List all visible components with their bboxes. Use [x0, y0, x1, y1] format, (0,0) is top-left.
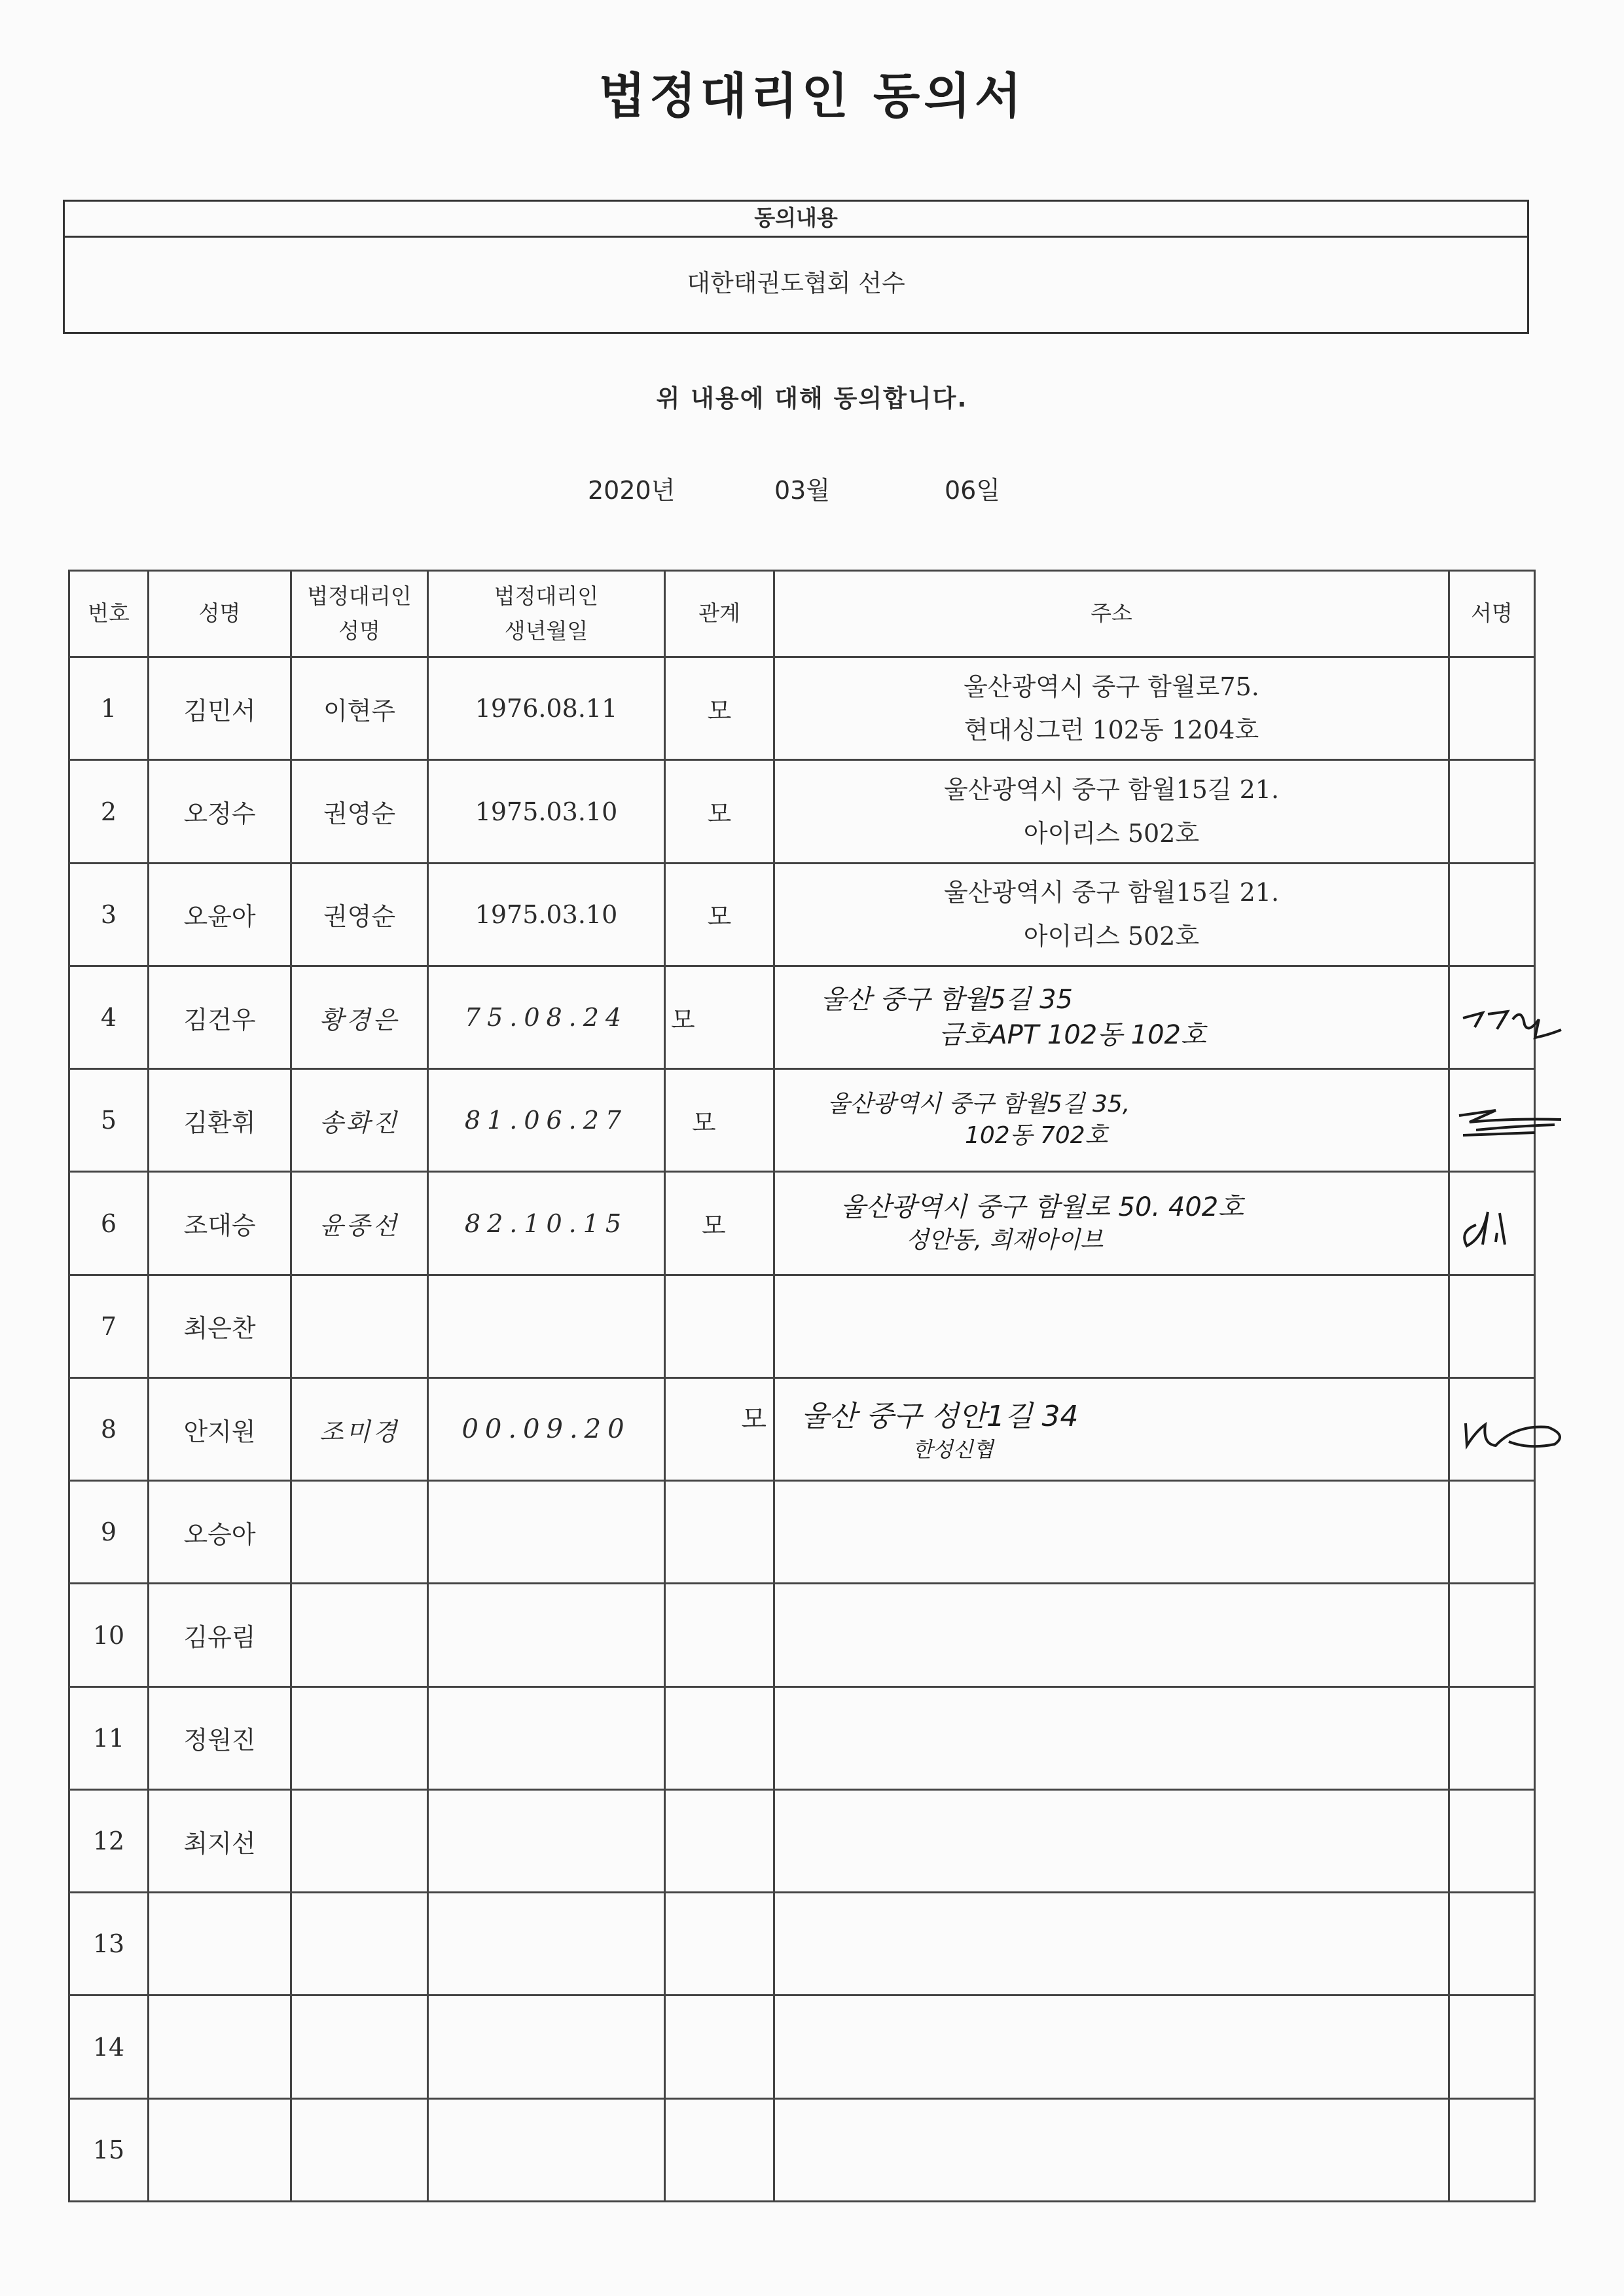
- address-line2: 성안동, 희재아이브: [906, 1227, 1104, 1254]
- consent-content: 대한태권도협회 선수: [687, 269, 905, 297]
- cell-name: 오승아: [149, 1481, 291, 1584]
- cell-birth: [428, 1789, 665, 1892]
- cell-guardian: [291, 1789, 428, 1892]
- cell-guardian: [291, 1995, 428, 2098]
- table-row: [69, 1172, 1535, 1275]
- header-relation: 관계: [665, 571, 774, 657]
- cell-relation: [665, 1893, 774, 1995]
- date-month: 03월: [774, 476, 831, 505]
- cell-address: [774, 657, 1449, 760]
- cell-signature: [1449, 1069, 1535, 1172]
- cell-name: 안지원: [149, 1377, 291, 1480]
- cell-name: 조대승: [149, 1172, 291, 1275]
- table-row: [69, 1481, 1535, 1584]
- page-title: 법정대리인 동의서: [598, 68, 1026, 124]
- address-line2: 아이리스 502호: [1023, 818, 1200, 848]
- cell-relation: [665, 1789, 774, 1892]
- cell-guardian-handwritten: 황경은: [291, 966, 428, 1068]
- cell-signature: [1449, 1275, 1535, 1377]
- address-line1: 울산광역시 중구 함월로 50. 402호: [840, 1192, 1244, 1223]
- cell-relation-handwritten: 모: [665, 966, 774, 1068]
- cell-no: 2: [69, 760, 149, 863]
- cell-signature: [1449, 1789, 1535, 1892]
- consent-box: [63, 200, 1529, 334]
- table-row: [69, 1584, 1535, 1686]
- cell-no: 15: [69, 2098, 149, 2201]
- signature-mark: [1456, 1405, 1568, 1457]
- cell-address: [774, 2098, 1449, 2201]
- cell-no: 10: [69, 1584, 149, 1686]
- cell-signature: [1449, 863, 1535, 966]
- header-guardian-name-line2: 성명: [338, 617, 380, 644]
- cell-signature: [1449, 2098, 1535, 2201]
- address-line1: 울산 중구 성안1길 34: [801, 1399, 1079, 1433]
- header-signature: 서명: [1449, 571, 1535, 657]
- cell-signature: [1449, 1995, 1535, 2098]
- cell-address: [774, 1275, 1449, 1377]
- guardian-consent-table: [68, 570, 1536, 2202]
- cell-signature: [1449, 657, 1535, 760]
- signature-mark: [1456, 1199, 1568, 1251]
- cell-no: 7: [69, 1275, 149, 1377]
- cell-guardian: 권영순: [291, 863, 428, 966]
- cell-guardian: 권영순: [291, 760, 428, 863]
- cell-relation: 모: [665, 863, 774, 966]
- cell-relation: [665, 1686, 774, 1789]
- address-line2: 금호APT 102동 102호: [939, 1020, 1206, 1051]
- cell-birth: [428, 1584, 665, 1686]
- cell-signature: [1449, 966, 1535, 1068]
- date-year: 2020년: [588, 476, 676, 505]
- cell-signature: [1449, 1481, 1535, 1584]
- cell-birth: [428, 1893, 665, 1995]
- cell-signature: [1449, 1172, 1535, 1275]
- cell-birth: 1975.03.10: [428, 760, 665, 863]
- cell-birth: 1975.03.10: [428, 863, 665, 966]
- table-row: [69, 1789, 1535, 1892]
- cell-name: 최지선: [149, 1789, 291, 1892]
- address-line1: 울산광역시 중구 함월로75.: [964, 672, 1259, 701]
- cell-signature: [1449, 1893, 1535, 1995]
- header-address: 주소: [774, 571, 1449, 657]
- table-row: [69, 863, 1535, 966]
- cell-no: 1: [69, 657, 149, 760]
- cell-relation-handwritten: 모: [665, 1172, 774, 1275]
- address-line2: 102동 702호: [965, 1122, 1108, 1150]
- cell-address: [774, 1584, 1449, 1686]
- cell-address: [774, 863, 1449, 966]
- address-line1: 울산 중구 함월5길 35: [821, 985, 1073, 1015]
- cell-signature: [1449, 1686, 1535, 1789]
- cell-relation: [665, 2098, 774, 2201]
- cell-no: 8: [69, 1377, 149, 1480]
- address-line2: 아이리스 502호: [1023, 921, 1200, 951]
- header-name: 성명: [149, 571, 291, 657]
- table-row: [69, 1686, 1535, 1789]
- consent-heading: 동의내용: [65, 202, 1527, 238]
- cell-birth-handwritten: 00.09.20: [428, 1377, 665, 1480]
- table-header-row: [69, 571, 1535, 657]
- cell-guardian: [291, 1686, 428, 1789]
- cell-name: 김환휘: [149, 1069, 291, 1172]
- table-row: [69, 1995, 1535, 2098]
- cell-no: 6: [69, 1172, 149, 1275]
- signature-mark: [1456, 1096, 1568, 1148]
- cell-birth: [428, 1481, 665, 1584]
- cell-birth: [428, 1686, 665, 1789]
- table-row: [69, 966, 1535, 1068]
- cell-birth-handwritten: 75.08.24: [428, 966, 665, 1068]
- cell-relation: 모: [665, 760, 774, 863]
- address-line1: 울산광역시 중구 함월15길 21.: [943, 775, 1280, 805]
- cell-guardian: 이현주: [291, 657, 428, 760]
- cell-address: [774, 1481, 1449, 1584]
- address-line1: 울산광역시 중구 함월15길 21.: [943, 878, 1280, 907]
- cell-guardian: [291, 1275, 428, 1377]
- cell-signature: [1449, 1584, 1535, 1686]
- header-guardian-name-line1: 법정대리인: [307, 583, 412, 609]
- cell-relation-handwritten: 모: [665, 1069, 774, 1172]
- cell-name: 오정수: [149, 760, 291, 863]
- signature-mark: [1456, 993, 1568, 1046]
- cell-no: 13: [69, 1893, 149, 1995]
- cell-guardian: [291, 2098, 428, 2201]
- cell-name: [149, 1893, 291, 1995]
- cell-birth-handwritten: 81.06.27: [428, 1069, 665, 1172]
- cell-address: [774, 1893, 1449, 1995]
- cell-guardian-handwritten: 윤종선: [291, 1172, 428, 1275]
- cell-relation: 모: [665, 657, 774, 760]
- table-row: [69, 657, 1535, 760]
- cell-name: 정원진: [149, 1686, 291, 1789]
- cell-address-handwritten: [774, 966, 1449, 1068]
- cell-guardian: [291, 1584, 428, 1686]
- cell-signature: [1449, 1377, 1535, 1480]
- cell-no: 14: [69, 1995, 149, 2098]
- cell-name: 김유림: [149, 1584, 291, 1686]
- date-day: 06일: [945, 476, 1001, 505]
- cell-name: 오윤아: [149, 863, 291, 966]
- address-line2: 현대싱그런 102동 1204호: [964, 716, 1259, 745]
- table-row: [69, 760, 1535, 863]
- cell-no: 11: [69, 1686, 149, 1789]
- cell-relation-handwritten: 모: [665, 1377, 774, 1480]
- cell-address: [774, 1686, 1449, 1789]
- cell-guardian: [291, 1893, 428, 1995]
- cell-name: [149, 1995, 291, 2098]
- agree-statement: 위 내용에 대해 동의합니다.: [656, 384, 968, 412]
- cell-guardian: [291, 1481, 428, 1584]
- cell-name: 최은찬: [149, 1275, 291, 1377]
- cell-address-handwritten: [774, 1172, 1449, 1275]
- cell-no: 5: [69, 1069, 149, 1172]
- table-row: [69, 1069, 1535, 1172]
- cell-relation: [665, 1995, 774, 2098]
- cell-relation: [665, 1481, 774, 1584]
- address-line1: 울산광역시 중구 함월5길 35,: [827, 1090, 1130, 1118]
- cell-address-handwritten: [774, 1069, 1449, 1172]
- cell-no: 9: [69, 1481, 149, 1584]
- header-guardian-birth: [428, 571, 665, 657]
- cell-no: 3: [69, 863, 149, 966]
- cell-relation: [665, 1275, 774, 1377]
- table-row: [69, 2098, 1535, 2201]
- cell-name: 김건우: [149, 966, 291, 1068]
- cell-guardian-handwritten: 송화진: [291, 1069, 428, 1172]
- header-guardian-name: [291, 571, 428, 657]
- cell-no: 12: [69, 1789, 149, 1892]
- header-guardian-birth-line1: 법정대리인: [494, 583, 599, 609]
- table-row: [69, 1275, 1535, 1377]
- cell-relation: [665, 1584, 774, 1686]
- cell-address: [774, 1995, 1449, 2098]
- cell-address: [774, 760, 1449, 863]
- cell-no: 4: [69, 966, 149, 1068]
- cell-signature: [1449, 760, 1535, 863]
- header-guardian-birth-line2: 생년월일: [504, 617, 588, 644]
- header-no: 번호: [69, 571, 149, 657]
- table-row: [69, 1893, 1535, 1995]
- cell-name: [149, 2098, 291, 2201]
- cell-address-handwritten: [774, 1377, 1449, 1480]
- cell-name: 김민서: [149, 657, 291, 760]
- cell-address: [774, 1789, 1449, 1892]
- cell-guardian-handwritten: 조미경: [291, 1377, 428, 1480]
- cell-birth: 1976.08.11: [428, 657, 665, 760]
- cell-birth-handwritten: 82.10.15: [428, 1172, 665, 1275]
- address-line2: 한성신협: [912, 1437, 994, 1463]
- table-row: [69, 1377, 1535, 1480]
- cell-birth: [428, 2098, 665, 2201]
- cell-birth: [428, 1995, 665, 2098]
- cell-birth: [428, 1275, 665, 1377]
